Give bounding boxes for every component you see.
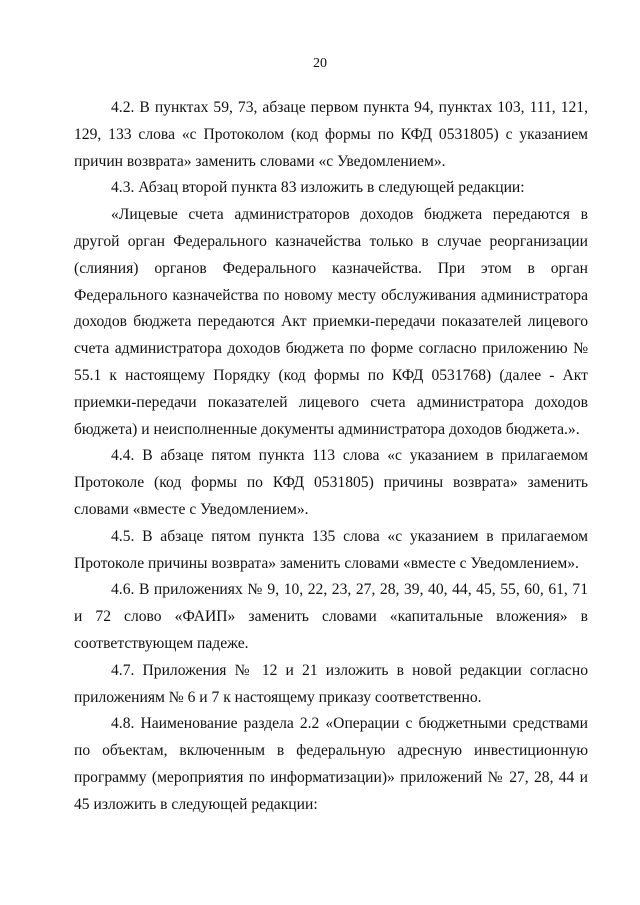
paragraph-4-3: 4.3. Абзац второй пункта 83 изложить в следующей редакции: (111, 179, 525, 197)
paragraph-4-7: 4.7. Приложения № 12 и 21 изложить в новой редакции согласно приложениям № 6 и 7 к настоящему приказу соответственно. (74, 661, 588, 706)
paragraph-4-2: 4.2. В пунктах 59, 73, абзаце первом пункта 94, пунктах 103, 111, 121, 129, 133 слова «с Протоколом (код формы по КФД 0531805) с указанием причин возврата» заменить словами «с Уведомлением». (74, 99, 588, 170)
page-number: 20 (313, 56, 327, 71)
paragraph-4-8: 4.8. Наименование раздела 2.2 «Операции с бюджетными средствами по объектам, включенным в федеральную адресную инвестиционную программу (мероприятия по информатизации)» приложений № 27, 28, 44 и 45 изложить в следующей редакции: (74, 715, 588, 813)
document-body (74, 95, 588, 819)
paragraph-4-6: 4.6. В приложениях № 9, 10, 22, 23, 27, 28, 39, 40, 44, 45, 55, 60, 61, 71 и 72 слово «ФАИП» заменить словами «капитальные вложения» в соответствующем падеже. (74, 581, 588, 652)
paragraph-4-4: 4.4. В абзаце пятом пункта 113 слова «с указанием в прилагаемом Протоколе (код формы по КФД 0531805) причины возврата» заменить словами «вместе с Уведомлением». (74, 447, 588, 518)
paragraph-4-3-quote: «Лицевые счета администраторов доходов бюджета передаются в другой орган Федерального казначейства только в случае реорганизации (слияния) органов Федерального казначейства. При этом в орган Федерального казначейства по новому месту обслуживания администратора доходов бюджета передаются Акт приемки-передачи показателей лицевого счета администратора доходов бюджета по форме согласно приложению № 55.1 к настоящему Порядку (код формы по КФД 0531768) (далее - Акт приемки-передачи показателей лицевого счета администратора доходов бюджета) и неисполненные документы администратора доходов бюджета.». (74, 206, 588, 438)
paragraph-4-5: 4.5. В абзаце пятом пункта 135 слова «с указанием в прилагаемом Протоколе причины возврата» заменить словами «вместе с Уведомлением». (74, 527, 588, 572)
